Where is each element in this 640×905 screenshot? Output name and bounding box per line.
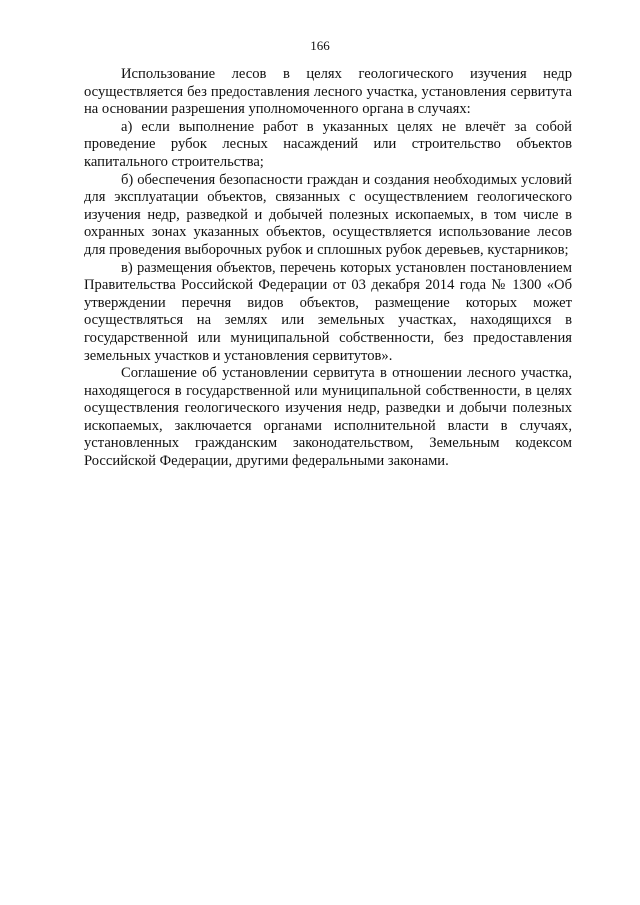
paragraph-item-v: в) размещения объектов, перечень которых установлен постановлением Правительства Российской Федерации от 03 декабря 2014 года № 1300 «Об утверждении перечня видов объектов, размещение которых может осуществляться на землях или земельных участках, находящихся в государственной или муниципальной собственности, без предоставления земельных участков и установления сервитутов». [84, 259, 572, 364]
page-number: 166 [310, 38, 330, 53]
paragraph-intro: Использование лесов в целях геологического изучения недр осуществляется без предоставления лесного участка, установления сервитута на основании разрешения уполномоченного органа в случаях: [84, 66, 572, 118]
document-body [84, 66, 572, 471]
paragraph-item-b: б) обеспечения безопасности граждан и создания необходимых условий для эксплуатации объектов, связанных с осуществлением геологического изучения недр, разведкой и добычей полезных ископаемых, в том числе в охранных зонах указанных объектов, осуществляется использование лесов для проведения выборочных рубок и сплошных рубок деревьев, кустарников; [84, 171, 572, 258]
paragraph-item-a: а) если выполнение работ в указанных целях не влечёт за собой проведение рубок лесных насаждений или строительство объектов капитального строительства; [84, 118, 572, 170]
paragraph-servitude-agreement: Соглашение об установлении сервитута в отношении лесного участка, находящегося в государственной или муниципальной собственности, в целях осуществления геологического изучения недр, разведки и добычи полезных ископаемых, заключается органами исполнительной власти в случаях, установленных гражданским законодательством, Земельным кодексом Российской Федерации, другими федеральными законами. [84, 365, 572, 470]
